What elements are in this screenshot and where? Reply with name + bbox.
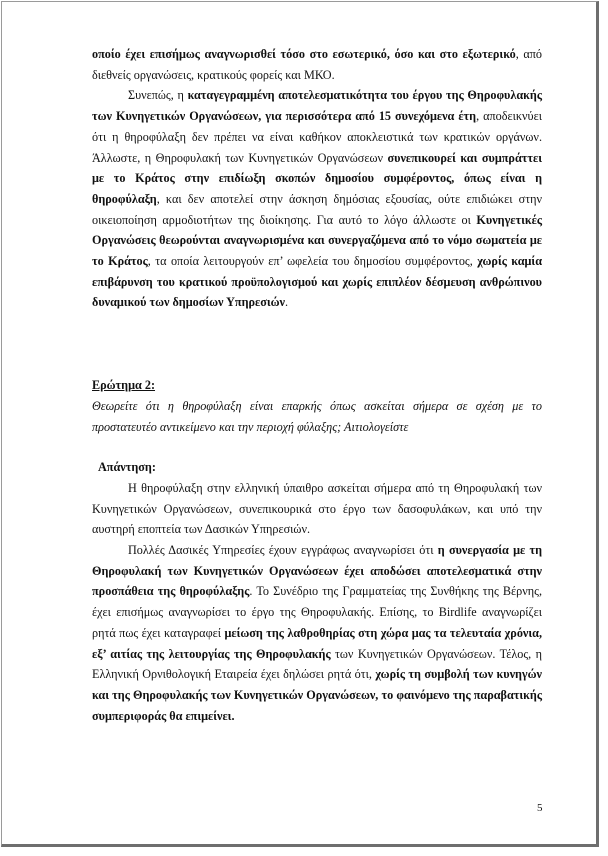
paragraph-effectiveness bbox=[92, 85, 542, 313]
bold-text-run: η συνεργασία με τη Θηροφυλακή των Κυνηγετικών Οργανώσεων έχει αποδώσει αποτελεσματικά στην προσπάθεια της θηροφύλαξης bbox=[92, 543, 542, 599]
question-text: Θεωρείτε ότι η θηροφύλαξη είναι επαρκής όπως ασκείται σήμερα σε σχέση με το προστατευτέο αντικείμενο και την περιοχή φύλαξης; Αιτιολογείστε bbox=[92, 398, 542, 434]
document-body bbox=[92, 44, 542, 726]
text-run: , τα οποία λειτουργούν επ’ ωφελεία του δημοσίου συμφέροντος, bbox=[147, 254, 478, 269]
bold-text-run: συνεπικουρεί και συμπράττει με το Κράτος στην επιδίωξη σκοπών δημοσίου συμφέροντος, όπως είναι η θηροφύλαξη bbox=[92, 150, 542, 206]
bold-text-run: Κυνηγετικές Οργανώσεις θεωρούνται αναγνωρισμένα και συνεργαζόμενα από το νόμο σωματεία με το Κράτος bbox=[92, 212, 542, 269]
text-run: , αποδεικνύει ότι η θηροφύλαξη δεν πρέπει να είναι καθήκον αποκλειστικά των κρατικών οργάνων. Άλλωστε, η Θηροφυλακή των Κυνηγετικών Οργανώσεων bbox=[92, 109, 542, 165]
bold-text-run: μείωση της λαθροθηρίας στη χώρα μας τα τελευταία χρόνια, εξ’ αιτίας της λειτουργίας της Θηροφυλακής bbox=[92, 625, 542, 661]
bold-text-run: καταγεγραμμένη αποτελεσματικότητα του έργου της Θηροφυλακής των Κυνηγετικών Οργανώσεων, για περισσότερα από 15 συνεχόμενα έτη bbox=[92, 88, 542, 124]
bold-text-run: χωρίς τη συμβολή των κυνηγών και της Θηροφυλακής των Κυνηγετικών Οργανώσεων, το φαινόμενο της παραβατικής συμπεριφοράς θα επιμείνει. bbox=[92, 667, 542, 723]
text-run: , από διεθνείς οργανώσεις, κρατικούς φορείς και ΜΚΟ. bbox=[92, 47, 542, 82]
answer-heading: Απάντηση: bbox=[98, 460, 156, 475]
text-run: . bbox=[284, 295, 289, 310]
bold-text-run: οποίο έχει επισήμως αναγνωρισθεί τόσο στο εσωτερικό, όσο και στο εξωτερικό bbox=[92, 47, 516, 61]
question-heading: Ερώτημα 2: bbox=[92, 378, 156, 393]
text-run: . Το Συνέδριο της Γραμματείας της Συνθήκης της Βέρνης, έχει επισήμως αναγνωρίσει το έργο της Θηροφυλακής. Επίσης, το Birdlife αναγνωρίζει ρητά πως έχει καταγραφεί bbox=[92, 584, 542, 640]
text-run: , και δεν αποτελεί στην άσκηση δημόσιας εξουσίας, ούτε επιδιώκει στην οικειοποίηση αρμοδιοτήτων της διοίκησης. Για αυτό το λόγο άλλωστε οι bbox=[92, 191, 542, 227]
paragraph-answer-current-practice bbox=[92, 478, 542, 540]
bold-text-run: χωρίς καμία επιβάρυνση του κρατικού προϋπολογισμού και χωρίς επιπλέον δέσμευση ανθρώπινου δυναμικού των δημοσίων Υπηρεσιών bbox=[92, 254, 542, 310]
text-run: Η θηροφύλαξη στην ελληνική ύπαιθρο ασκείται σήμερα από τη Θηροφυλακή των Κυνηγετικών Οργανώσεων, συνεπικουρικά στο έργο των δασοφυλάκων, και υπό την αυστηρή εποπτεία των Δασικών Υπηρεσιών. bbox=[92, 480, 542, 537]
paragraph-answer-recognition bbox=[92, 540, 542, 726]
page-number: 5 bbox=[537, 802, 543, 814]
section-spacer bbox=[92, 437, 542, 457]
paragraph-intro-continuation bbox=[92, 44, 542, 85]
section-spacer bbox=[92, 313, 542, 375]
text-run: Πολλές Δασικές Υπηρεσίες έχουν εγγράφως αναγνωρίσει ότι bbox=[128, 543, 438, 558]
text-run: των Κυνηγετικών Οργανώσεων. Τέλος, η Ελληνική Ορνιθολογική Εταιρεία έχει δηλώσει ρητά ότι, bbox=[92, 646, 542, 682]
text-run: Συνεπώς, η bbox=[128, 88, 188, 103]
